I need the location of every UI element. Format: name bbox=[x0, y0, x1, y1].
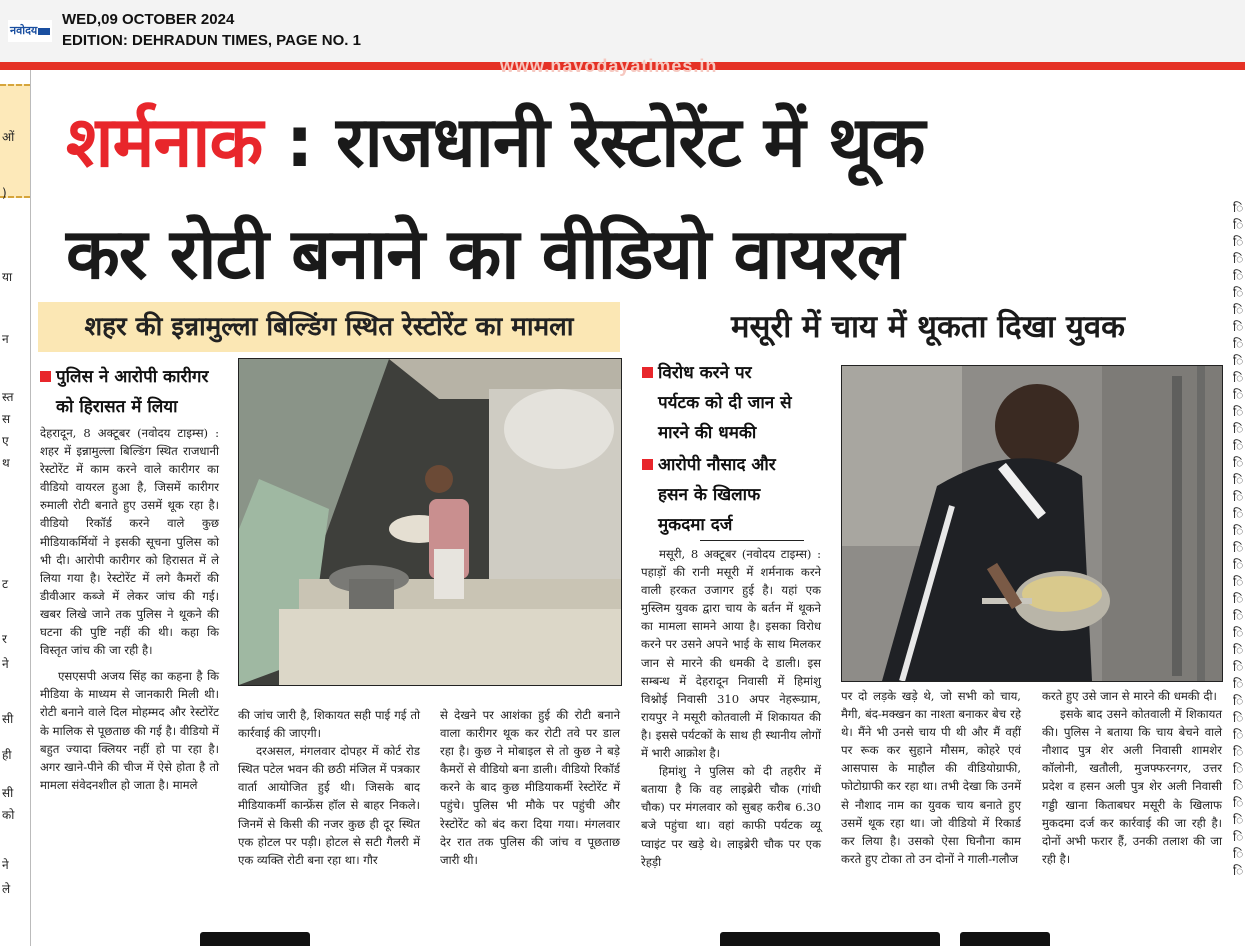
article-column-1 bbox=[40, 424, 219, 794]
paragraph: मसूरी, 8 अक्टूबर (नवोदय टाइम्स) : पहाड़ों की रानी मसूरी में शर्मनाक करने वाली हरकत उजागर हुई है। यहां एक मुस्लिम युवक द्वारा चाय के बर्तन में थूकने का मामला सामने आया है। इसका विरोध करने पर उसने अपने भाई के साथ मिलकर जान से मारने की धमकी दे डाली। इस सम्बन्ध में देहरादून निवासी में हिमांशु विश्नोई निवासी 310 अपर नेहरूग्राम, रायपुर ने मसूरी कोतवाली में शिकायत की है। इससे पर्यटकों के साथ ही स्थानीय लोगों में भारी आक्रोश है। bbox=[641, 547, 821, 761]
right-fragment-text: ि bbox=[1233, 609, 1244, 623]
newspaper-logo-icon bbox=[8, 20, 52, 42]
bullet-right-a bbox=[642, 358, 837, 448]
right-fragment-text: ि bbox=[1233, 830, 1244, 844]
bullet-right-a-line: पर्यटक को दी जान से bbox=[658, 393, 792, 413]
right-fragment-text: ि bbox=[1233, 779, 1244, 793]
right-fragment-text: ि bbox=[1233, 269, 1244, 283]
left-fragment-text: ले bbox=[2, 882, 11, 896]
bullet-left-line: पुलिस ने आरोपी कारीगर bbox=[56, 367, 209, 387]
right-fragment-text: ि bbox=[1233, 286, 1244, 300]
paragraph: हिमांशु ने पुलिस को दी तहरीर में बताया है कि वह लाइब्रेरी चौक (गांधी चौक) पर मंगलवार को सुबह करीब 6.30 बजे पहुंचा था। वहां काफी पर्यटक व्यू प्वाइंट पर खड़े थे। लाइब्रेरी चौक पर एक रेहड़ी bbox=[641, 764, 821, 869]
bullet-left-line: को हिरासत में लिया bbox=[56, 397, 178, 417]
bullet-right-b bbox=[642, 450, 837, 540]
right-fragment-text: ि bbox=[1233, 422, 1244, 436]
right-fragment-text: ि bbox=[1233, 694, 1244, 708]
right-fragment-text: ि bbox=[1233, 320, 1244, 334]
mussoorie-photo-illustration bbox=[842, 366, 1222, 681]
edition-date: WED,09 OCTOBER 2024 bbox=[62, 11, 235, 28]
right-fragment-text: ि bbox=[1233, 456, 1244, 470]
right-fragment-text: ि bbox=[1233, 745, 1244, 759]
headline-separator: : bbox=[262, 101, 336, 183]
right-fragment-text: ि bbox=[1233, 575, 1244, 589]
paragraph: इसके बाद उसने कोतवाली में शिकायत की। पुलिस ने बताया कि चाय बेचने वाले नौशाद पुत्र शेर अली निवासी शामशेर कॉलोनी, खतौली, मुजफ्फरनगर, उत्तर प्रदेश व हसन अली पुत्र शेर अली निवासी गड्डी खाना किताबघर मसूरी के खिलाफ मुकदमा दर्ज कर कार्रवाई की जा रही है। दोनों अभी फरार हैं, उनकी तलाश की जा रही है। bbox=[1042, 707, 1222, 866]
left-fragment-text: थ bbox=[2, 456, 10, 470]
article-column-6 bbox=[1042, 687, 1222, 868]
paragraph: से देखने पर आशंका हुई की रोटी बनाने वाला कारीगर थूक कर रोटी तवे पर डाल रहा है। कुछ ने मोबाइल से तो कुछ ने बड़े कैमरों से वीडियो बना डाली। वीडियो रिकॉर्ड करने के बाद कुछ मीडियाकर्मी रेस्टोरेंट में पहुंचे। पुलिस भी मौके पर पहुंची और रेस्टोरेंट को बंद करा दिया गया। मंगलवार देर रात तक पुलिस की जांच व पूछताछ जारी थी। bbox=[440, 708, 620, 867]
right-fragment-text: ि bbox=[1233, 558, 1244, 572]
article-column-2 bbox=[238, 706, 420, 869]
left-fragment-text: ओं bbox=[2, 130, 15, 144]
right-fragment-text: ि bbox=[1233, 201, 1244, 215]
article-column-4 bbox=[641, 545, 821, 871]
left-fragment-text: स्त bbox=[2, 390, 14, 404]
headline-highlight: शर्मनाक bbox=[66, 101, 263, 183]
paragraph: करते हुए उसे जान से मारने की धमकी दी। bbox=[1042, 689, 1217, 703]
subhead-right: मसूरी में चाय में थूकता दिखा युवक bbox=[731, 309, 1125, 345]
right-fragment-text: ि bbox=[1233, 677, 1244, 691]
right-column-fragment bbox=[1231, 200, 1245, 920]
left-fragment-text: ने bbox=[2, 858, 9, 872]
bullet-square-icon bbox=[642, 459, 653, 470]
headline-line1: राजधानी रेस्टोरेंट में थूक bbox=[335, 101, 925, 183]
right-fragment-text: ि bbox=[1233, 626, 1244, 640]
left-fragment-text: ए bbox=[2, 434, 9, 448]
edition-page: EDITION: DEHRADUN TIMES, PAGE NO. 1 bbox=[62, 32, 361, 49]
headline-line2: कर रोटी बनाने का वीडियो वायरल bbox=[66, 213, 904, 295]
right-fragment-text: ि bbox=[1233, 643, 1244, 657]
left-fragment-text: ने bbox=[2, 657, 9, 671]
right-fragment-text: ि bbox=[1233, 252, 1244, 266]
bullet-right-b-line: आरोपी नौसाद और bbox=[658, 455, 776, 475]
bullet-square-icon bbox=[642, 367, 653, 378]
paragraph: पर दो लड़के खड़े थे, जो सभी को चाय, मैगी, बंद-मक्खन का नाश्ता बनाकर बेच रहे थे। मैंने भी उनसे चाय पी थी और मैं वहीं पर रूक कर सुहाने मौसम, कोहरे एवं आसपास के माहौल की वीडियोग्राफी, फोटोग्राफी कर रहा था। तभी देखा कि उनमें से नौशाद नाम का युवक चाय बनाते हुए उसमें थूक रहा था। जो वीडियो में रिकार्ड कर लिया है। उसको ऐसा घिनौना काम करते हुए टोका तो उन दोनों ने गाली-गलौज bbox=[841, 689, 1021, 866]
website-strip: www.navodayatimes.in bbox=[500, 56, 718, 76]
left-fragment-text: सी bbox=[2, 712, 14, 726]
svg-text:नवोदय: नवोदय bbox=[10, 24, 38, 37]
edition-header bbox=[0, 0, 1245, 63]
bullet-right-a-line: मारने की धमकी bbox=[658, 423, 757, 443]
next-headline-cutoff bbox=[200, 928, 1100, 946]
left-fragment-text: र bbox=[2, 632, 7, 646]
left-fragment-text: को bbox=[2, 808, 15, 822]
left-fragment-text: या bbox=[2, 270, 13, 284]
left-fragment-text: ट bbox=[2, 577, 9, 591]
right-fragment-text: ि bbox=[1233, 473, 1244, 487]
right-fragment-text: ि bbox=[1233, 541, 1244, 555]
left-column-fragment bbox=[0, 70, 31, 946]
paragraph: की जांच जारी है, शिकायत सही पाई गई तो कार्रवाई की जाएगी। bbox=[238, 708, 420, 741]
paragraph: देहरादून, 8 अक्टूबर (नवोदय टाइम्स) : शहर में इन्नामुल्ला बिल्डिंग स्थित राजधानी रेस्टोरेंट में काम करने वाले कारीगर का वीडियो वायरल हुआ है, जिसमें कारीगर रुमाली रोटी बनाते हुए उसमें थूक रहा है। वीडियो रिकॉर्ड करने वाले कुछ मीडियाकर्मियों ने इसकी सूचना पुलिस को भी दी। आरोपी कारीगर को हिरासत में ले लिया गया है। रेस्टोरेंट में लगे कैमरों की डीवीआर कब्जे में लेकर जांच की गई। खबर लिखे जाने तक पुलिस ने थूकने की घटना की पुष्टि नहीं की थी। कहा कि विस्तृत जांच की जा रही है। bbox=[40, 426, 219, 658]
right-fragment-text: ि bbox=[1233, 711, 1244, 725]
restaurant-worker-photo bbox=[238, 358, 622, 686]
right-fragment-text: ि bbox=[1233, 218, 1244, 232]
right-fragment-text: ि bbox=[1233, 592, 1244, 606]
right-fragment-text: ि bbox=[1233, 864, 1244, 878]
article-column-5 bbox=[841, 687, 1021, 868]
right-fragment-text: ि bbox=[1233, 354, 1244, 368]
right-fragment-text: ि bbox=[1233, 490, 1244, 504]
bullet-right-b-line: मुकदमा दर्ज bbox=[658, 515, 733, 535]
right-fragment-text: ि bbox=[1233, 728, 1244, 742]
right-fragment-text: ि bbox=[1233, 847, 1244, 861]
right-fragment-text: ि bbox=[1233, 762, 1244, 776]
bullet-right-b-line: हसन के खिलाफ bbox=[658, 485, 761, 505]
right-fragment-text: ि bbox=[1233, 235, 1244, 249]
restaurant-photo-illustration bbox=[239, 359, 621, 685]
paragraph: एसएसपी अजय सिंह का कहना है कि मीडिया के माध्यम से जानकारी मिली थी। रोटी बनाने वाले दिल मोहम्मद और रेस्टोरेंट के मालिक से पूछताछ की गई है। वीडियो में बहुत ज्यादा क्लियर नहीं हो पा रहा है। अगर खाने-पीने की चीज में ऐसे होता है तो मामला संवेदनशील हो जाता है। मामले bbox=[40, 669, 219, 792]
right-fragment-text: ि bbox=[1233, 796, 1244, 810]
main-headline bbox=[66, 86, 1231, 310]
bullet-right-a-line: विरोध करने पर bbox=[658, 363, 752, 383]
left-fragment-text: न bbox=[2, 332, 9, 346]
subhead-left: शहर की इन्नामुल्ला बिल्डिंग स्थित रेस्टोरेंट का मामला bbox=[38, 302, 620, 352]
right-fragment-text: ि bbox=[1233, 507, 1244, 521]
bullet-square-icon bbox=[40, 371, 51, 382]
bullet-left bbox=[40, 362, 230, 422]
left-fragment-text: ही bbox=[2, 748, 12, 762]
right-fragment-text: ि bbox=[1233, 303, 1244, 317]
right-fragment-text: ि bbox=[1233, 405, 1244, 419]
right-fragment-text: ि bbox=[1233, 524, 1244, 538]
right-fragment-text: ि bbox=[1233, 371, 1244, 385]
right-fragment-text: ि bbox=[1233, 813, 1244, 827]
right-fragment-text: ि bbox=[1233, 388, 1244, 402]
right-fragment-text: ि bbox=[1233, 439, 1244, 453]
bullet-divider bbox=[700, 540, 804, 541]
left-fragment-text: ) bbox=[2, 186, 7, 200]
mussoorie-youth-photo bbox=[841, 365, 1223, 682]
right-fragment-text: ि bbox=[1233, 660, 1244, 674]
right-fragment-text: ि bbox=[1233, 337, 1244, 351]
left-fragment-text: सी bbox=[2, 786, 14, 800]
left-fragment-text: स bbox=[2, 412, 11, 426]
article-column-3 bbox=[440, 706, 620, 869]
paragraph: दरअसल, मंगलवार दोपहर में कोर्ट रोड स्थित पटेल भवन की छठी मंजिल में पत्रकार वार्ता आयोजित हुई थी। जिसके बाद मीडियाकर्मी कान्फ्रेंस हॉल से बाहर निकले। जिनमें से किसी की नजर कुछ ही दूर स्थित एक होटल पर पड़ी। होटल से सटी गैलरी में एक व्यक्ति रोटी बना रहा था। गौर bbox=[238, 744, 420, 867]
